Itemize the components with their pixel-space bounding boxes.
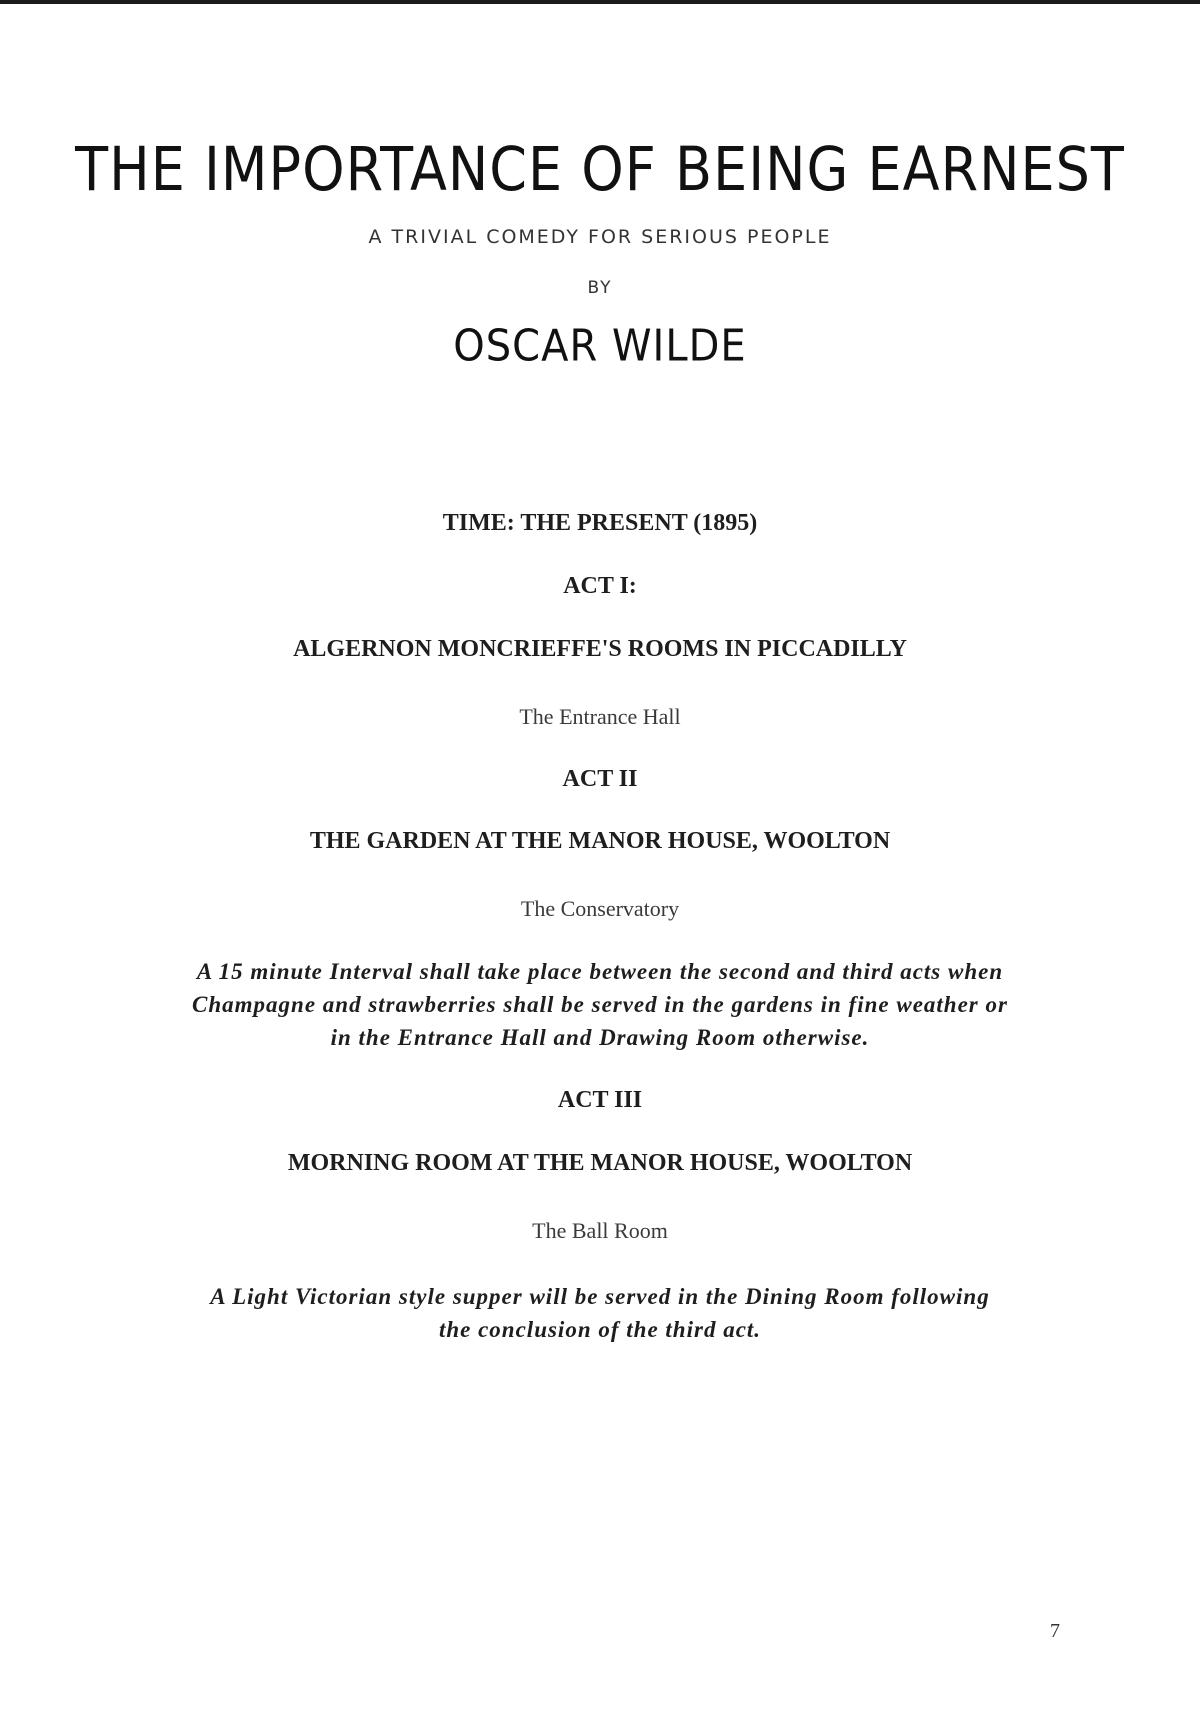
act-2-label: ACT II — [562, 766, 638, 792]
play-title: THE IMPORTANCE OF BEING EARNEST — [75, 134, 1125, 205]
interval-note-line: A 15 minute Interval shall take place between the second and third acts when — [196, 959, 1004, 984]
supper-note-line: the conclusion of the third act. — [438, 1317, 762, 1342]
act-3-venue: The Ball Room — [532, 1218, 668, 1243]
act-1-label: ACT I: — [563, 573, 637, 599]
act-1-venue: The Entrance Hall — [519, 704, 681, 729]
act-2-setting: THE GARDEN AT THE MANOR HOUSE, WOOLTON — [309, 828, 891, 854]
page-number: 7 — [1050, 1620, 1060, 1642]
act-3-setting: MORNING ROOM AT THE MANOR HOUSE, WOOLTON — [287, 1150, 913, 1176]
play-subtitle: A TRIVIAL COMEDY FOR SERIOUS PEOPLE — [368, 226, 832, 248]
author-name: OSCAR WILDE — [453, 320, 747, 372]
interval-note-line: in the Entrance Hall and Drawing Room otherwise. — [330, 1025, 870, 1050]
time-heading: TIME: THE PRESENT (1895) — [442, 510, 758, 536]
interval-note-line: Champagne and strawberries shall be served in the gardens in fine weather or — [192, 992, 1008, 1017]
by-line: BY — [587, 278, 613, 298]
act-3-label: ACT III — [557, 1087, 643, 1113]
supper-note-line: A Light Victorian style supper will be served in the Dining Room following — [210, 1284, 990, 1309]
act-1-setting: ALGERNON MONCRIEFFE'S ROOMS IN PICCADILLY — [293, 636, 907, 662]
act-2-venue: The Conservatory — [520, 896, 680, 921]
interval-note — [0, 955, 1200, 1054]
supper-note — [0, 1280, 1200, 1346]
